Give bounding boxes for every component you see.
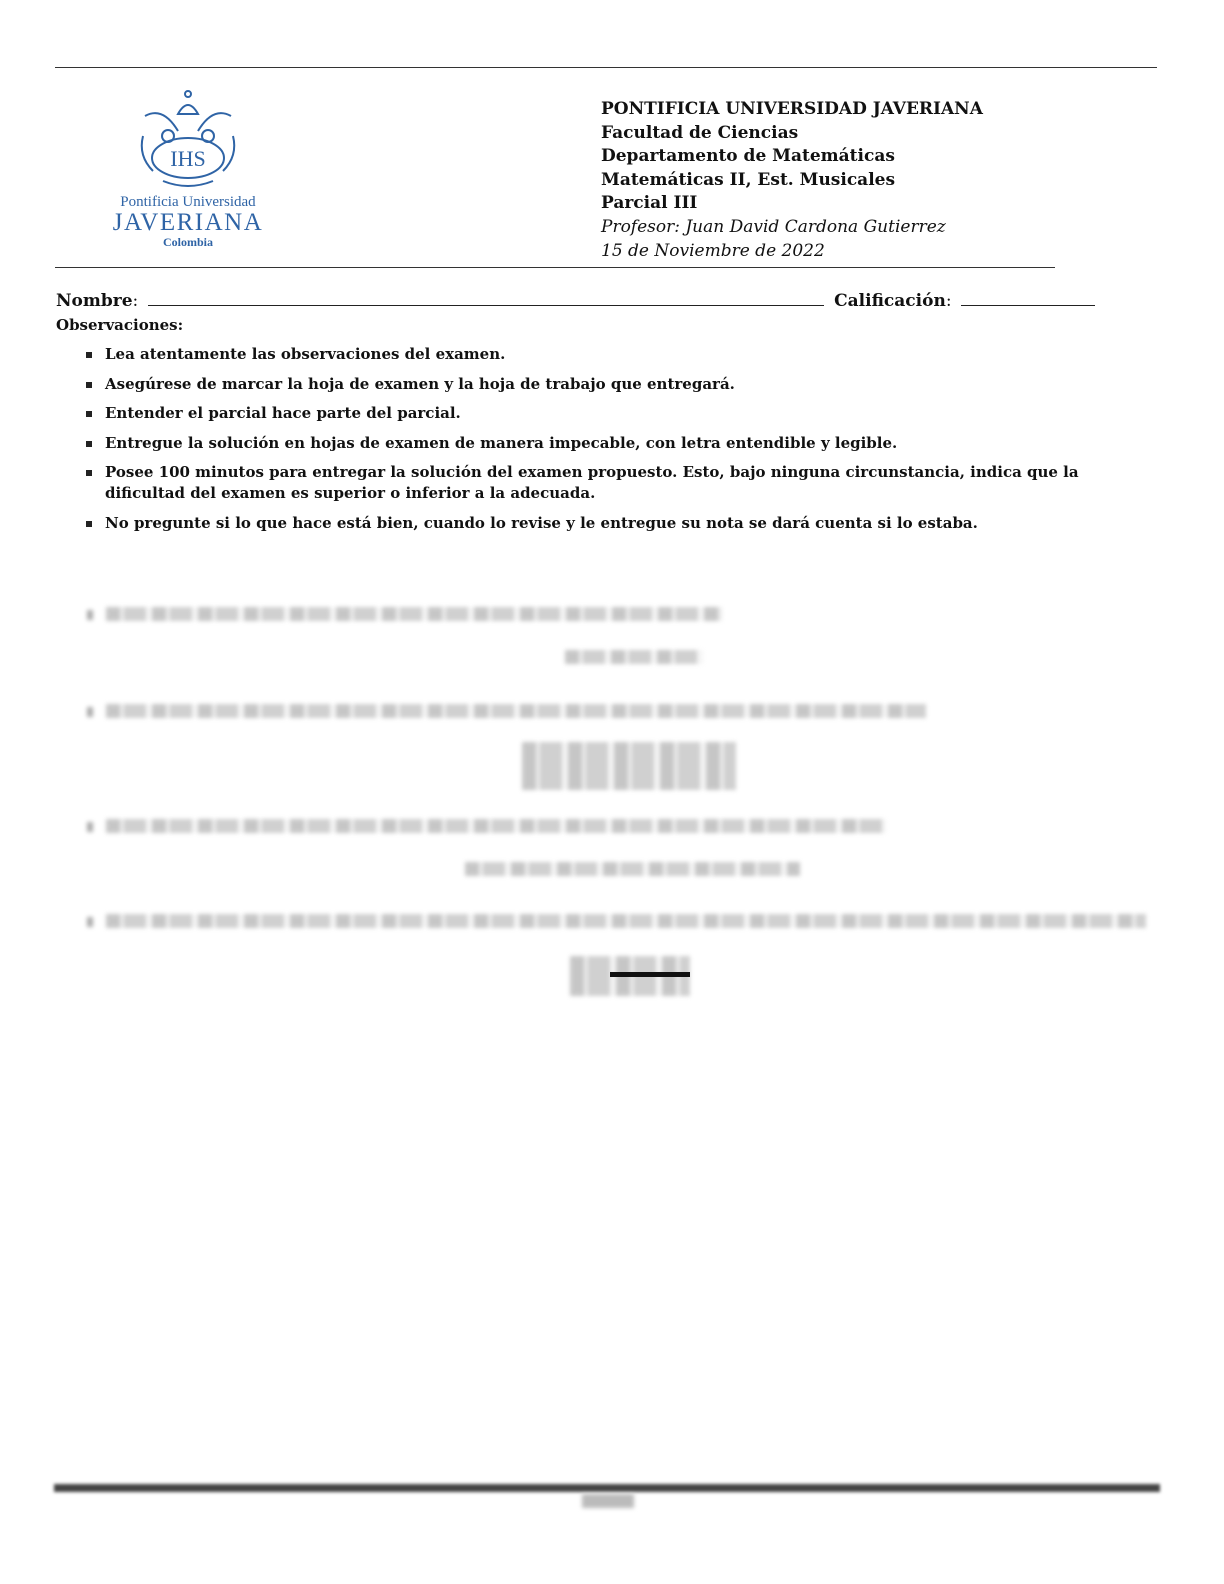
course: Matemáticas II, Est. Musicales (601, 169, 896, 190)
grade-label: Calificación (834, 291, 946, 311)
footer-rule (54, 1484, 1160, 1492)
svg-text:IHS: IHS (170, 146, 206, 171)
professor: Profesor: Juan David Cardona Gutierrez (601, 216, 946, 237)
logo-line-3: Colombia (162, 235, 213, 249)
department: Departamento de Matemáticas (601, 146, 895, 167)
logo-line-1: Pontificia Universidad (120, 194, 256, 210)
name-label: Nombre (56, 291, 133, 311)
faculty: Facultad de Ciencias (601, 122, 799, 143)
fraction-bar (610, 972, 690, 977)
colon: : (945, 291, 952, 311)
list-item: Posee 100 minutos para entregar la solución del examen propuesto. Esto, bajo ninguna circunstancia, indica que la dificultad del examen es superior o inferior a la adecuada. (86, 462, 1161, 504)
observations-title: Observaciones: (56, 316, 184, 334)
logo-line-2: JAVERIANA (112, 209, 264, 236)
exam-date: 15 de Noviembre de 2022 (601, 240, 825, 261)
list-item: Entender el parcial hace parte del parcial. (86, 403, 1161, 424)
list-item: Entregue la solución en hojas de examen de manera impecable, con letra entendible y legible. (86, 433, 1161, 454)
colon: : (132, 291, 139, 311)
university-name: PONTIFICIA UNIVERSIDAD JAVERIANA (601, 99, 983, 119)
page-number-blurred (582, 1494, 634, 1508)
exam-title: Parcial III (601, 193, 698, 214)
list-item: Lea atentamente las observaciones del examen. (86, 344, 1161, 365)
list-item: Asegúrese de marcar la hoja de examen y la hoja de trabajo que entregará. (86, 374, 1161, 395)
list-item: No pregunte si lo que hace está bien, cuando lo revise y le entregue su nota se dará cuenta si lo estaba. (86, 513, 1161, 534)
